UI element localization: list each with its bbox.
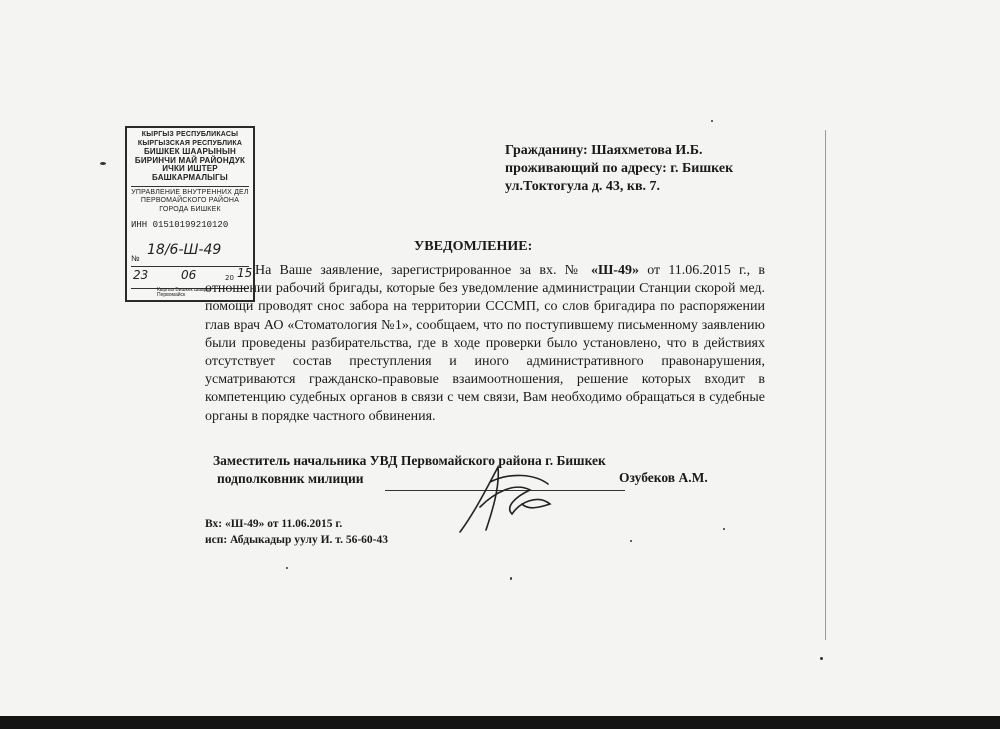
- stamp-date-year: 15: [237, 266, 253, 280]
- scan-edge: [0, 716, 1000, 729]
- margin-rule: [825, 130, 826, 640]
- scan-speck: [510, 577, 512, 580]
- addressee-block: [505, 142, 733, 196]
- notice-body: [205, 262, 765, 426]
- stamp-handwritten-number: 18/6-Ш-49: [147, 242, 222, 258]
- addressee-street: ул.Токтогула д. 43, кв. 7.: [505, 179, 661, 194]
- stamp-line: КЫРГЫЗ РЕСПУБЛИКАСЫ: [141, 131, 239, 138]
- scan-speck: [711, 120, 713, 122]
- body-part-2: от 11.06.2015 г., в отношении рабочий бригады, которые без уведомление администрации Станции скорой мед. помощи проводят снос забора на территории СССМП, со слов бригадира по распоряжении глав врач АО «Стоматология №1», сообщаем, что по поступившему письменному заявлению были проведены разбирательства, где в ходе проверки было установлено, что в действиях отсутствует состав преступления и иного административного правонарушения, усматриваются гражданско-правовые взаимоотношения, решение которых входит в компетенцию судебных органов в связи с чем связи, Вам необходимо обращаться в судебные органы в порядке частного обвинения.: [205, 263, 765, 424]
- document-title: УВЕДОМЛЕНИЕ:: [414, 239, 533, 254]
- executor-contact: исп: Абдыкадыр уулу И. т. 56-60-43: [205, 534, 388, 546]
- stamp-line: УПРАВЛЕНИЕ ВНУТРЕННИХ ДЕЛ: [131, 186, 249, 198]
- stamp-inn: ИНН 01510199210120: [131, 220, 229, 231]
- incoming-number: «Ш-49»: [590, 263, 639, 278]
- stamp-footer: [157, 288, 210, 298]
- stamp-date-month: 06: [181, 268, 197, 282]
- stamp-line: ПЕРВОМАЙСКОГО РАЙОНА: [140, 197, 240, 205]
- addressee-address: проживающий по адресу: г. Бишкек: [505, 161, 734, 176]
- incoming-reference: Вх: «Ш-49» от 11.06.2015 г.: [205, 518, 343, 530]
- scan-speck: [820, 657, 823, 660]
- addressee-name: Гражданину: Шаяхметова И.Б.: [505, 143, 703, 158]
- stamp-line: ИЧКИ ИШТЕР: [162, 164, 218, 174]
- stamp-line: БИШКЕК ШААРЫНЫН: [143, 147, 236, 157]
- scan-speck: [723, 528, 725, 530]
- body-part-1: На Ваше заявление, зарегистрированное за вх. №: [255, 263, 591, 278]
- handwritten-signature: [420, 452, 570, 542]
- stamp-date-year-prefix: 20: [225, 274, 234, 282]
- stamp-header: [127, 131, 253, 214]
- scan-speck: [100, 162, 106, 165]
- stamp-date-day: 23: [133, 268, 149, 282]
- scan-speck: [630, 540, 632, 542]
- stamp-line: БИРИНЧИ МАЙ РАЙОНДУК: [134, 155, 246, 165]
- stamp-line: КЫРГЫЗСКАЯ РЕСПУБЛИКА: [137, 139, 243, 147]
- signatory-name: Озубеков А.М.: [619, 470, 708, 485]
- stamp-line: ГОРОДА БИШКЕК: [159, 205, 221, 213]
- signatory-position: Заместитель начальника УВД Первомайского района г. Бишкек: [213, 453, 606, 468]
- signatory-rank: подполковник милиции: [217, 471, 364, 486]
- stamp-footer-line: Первомайск: [157, 292, 186, 298]
- stamp-line: БАШКАРМАЛЫГЫ: [152, 172, 228, 182]
- stamp-number-label: №: [131, 254, 140, 263]
- scan-speck: [286, 567, 288, 569]
- document-footer: [205, 516, 388, 548]
- stamp-footer-line: Кыргыз Бишкек шаары: [157, 287, 211, 293]
